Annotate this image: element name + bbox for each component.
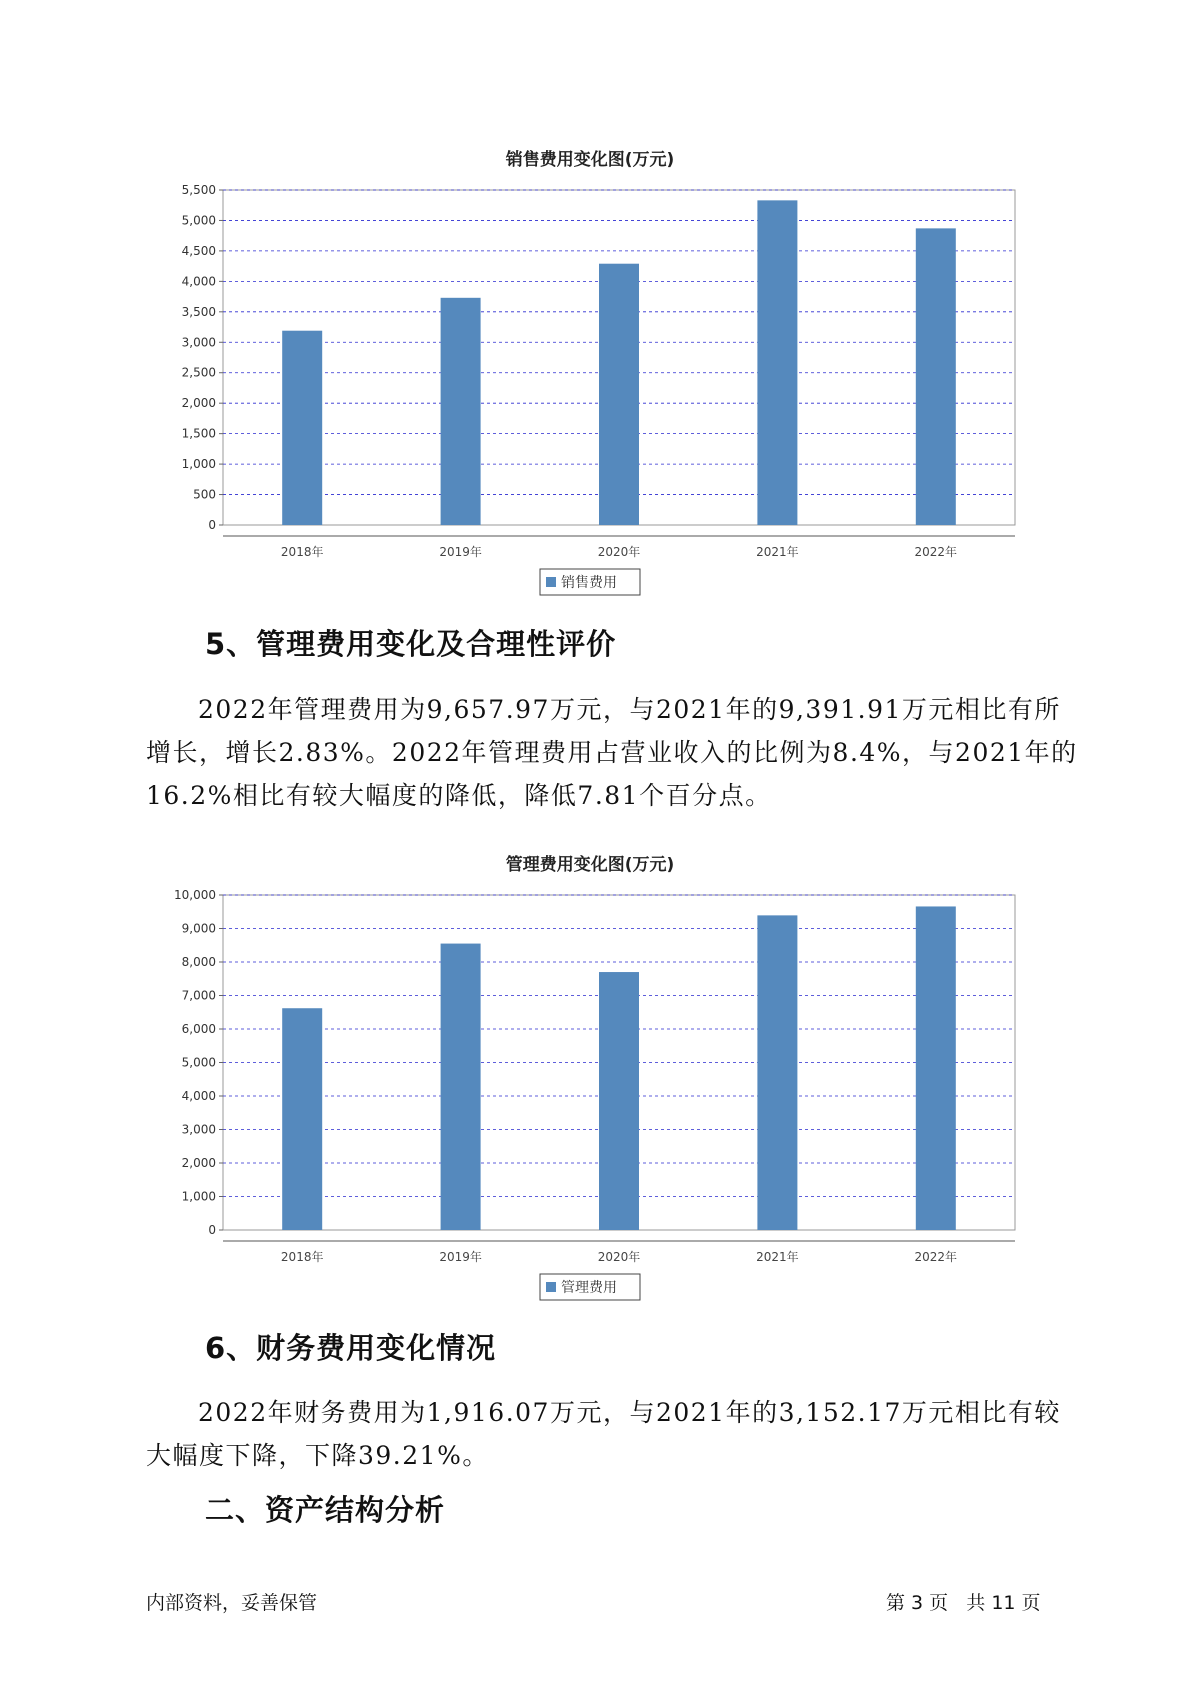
y-tick-label: 3,500 [181,304,216,319]
x-tick-label: 2021年 [756,1250,799,1264]
bar-2021年 [757,915,797,1230]
chart-title: 销售费用变化图(万元) [505,150,675,170]
y-tick-label: 0 [208,1223,216,1237]
legend-label: 销售费用 [561,575,617,591]
y-tick-label: 2,000 [181,396,216,411]
x-tick-label: 2020年 [597,1250,641,1264]
y-tick-label: 5,000 [181,213,216,228]
y-tick-label: 3,000 [181,1122,216,1137]
bar-2018年 [282,1008,322,1230]
x-tick-label: 2019年 [439,1250,482,1264]
bar-2019年 [441,944,481,1230]
chart-body [174,854,1015,1300]
y-tick-label: 3,000 [181,335,216,350]
bar-2018年 [282,331,322,525]
paragraph-line: 增长，增长2.83%。2022年管理费用占营业收入的比例为8.4%，与2021年的 [146,738,1078,767]
paragraph-line: 16.2%相比有较大幅度的降低，降低7.81个百分点。 [146,781,772,810]
paragraph-line: 大幅度下降，下降39.21%。 [146,1441,489,1470]
bar-2021年 [757,200,797,525]
management-expense-chart-svg [150,845,1030,1305]
y-tick-label: 4,000 [181,274,216,289]
y-tick-label: 9,000 [181,921,216,936]
x-tick-label: 2020年 [597,545,641,559]
bar-2019年 [441,298,481,525]
y-tick-label: 2,500 [181,365,216,380]
section-asset-structure-heading: 二、资产结构分析 [205,1493,446,1527]
y-tick-label: 4,500 [181,243,216,258]
x-tick-label: 2018年 [280,1250,324,1264]
footer-page-number: 第 3 页 共 11 页 [886,1592,1041,1614]
x-tick-label: 2018年 [280,545,324,559]
y-tick-label: 1,000 [181,1189,216,1204]
legend-swatch [546,577,556,587]
x-tick-label: 2019年 [439,545,482,559]
y-tick-label: 1,500 [181,426,216,441]
bar-2022年 [916,906,956,1230]
legend-swatch [546,1282,556,1292]
x-tick-label: 2022年 [914,545,958,559]
x-tick-label: 2022年 [914,1250,958,1264]
paragraph-line: 2022年管理费用为9,657.97万元，与2021年的9,391.91万元相比有所 [198,695,1061,724]
y-tick-label: 6,000 [181,1022,216,1036]
y-tick-label: 5,500 [181,183,216,197]
y-tick-label: 0 [208,518,216,532]
x-tick-label: 2021年 [756,545,799,559]
legend-label: 管理费用 [561,1280,617,1296]
y-tick-label: 2,000 [181,1156,216,1170]
chart-title: 管理费用变化图(万元) [505,855,675,875]
y-tick-label: 5,000 [181,1055,216,1070]
bar-2022年 [916,228,956,525]
sales-expense-chart-svg [150,140,1030,600]
y-tick-label: 7,000 [181,988,216,1003]
section-6-heading: 6、财务费用变化情况 [205,1331,497,1365]
y-tick-label: 4,000 [181,1089,216,1103]
bar-2020年 [599,264,639,525]
bar-2020年 [599,972,639,1230]
y-tick-label: 10,000 [174,888,216,902]
chart-body [182,149,1015,595]
footer-confidential-note: 内部资料，妥善保管 [146,1592,318,1614]
paragraph-line: 2022年财务费用为1,916.07万元，与2021年的3,152.17万元相比有较 [198,1398,1061,1427]
y-tick-label: 1,000 [181,457,216,472]
y-tick-label: 8,000 [181,955,216,969]
section-5-heading: 5、管理费用变化及合理性评价 [205,627,617,661]
management-expense-chart [150,845,1030,1305]
sales-expense-chart [150,140,1030,600]
section-6-paragraph [146,1391,1061,1477]
section-5-paragraph [146,688,1078,817]
y-tick-label: 500 [193,487,216,502]
